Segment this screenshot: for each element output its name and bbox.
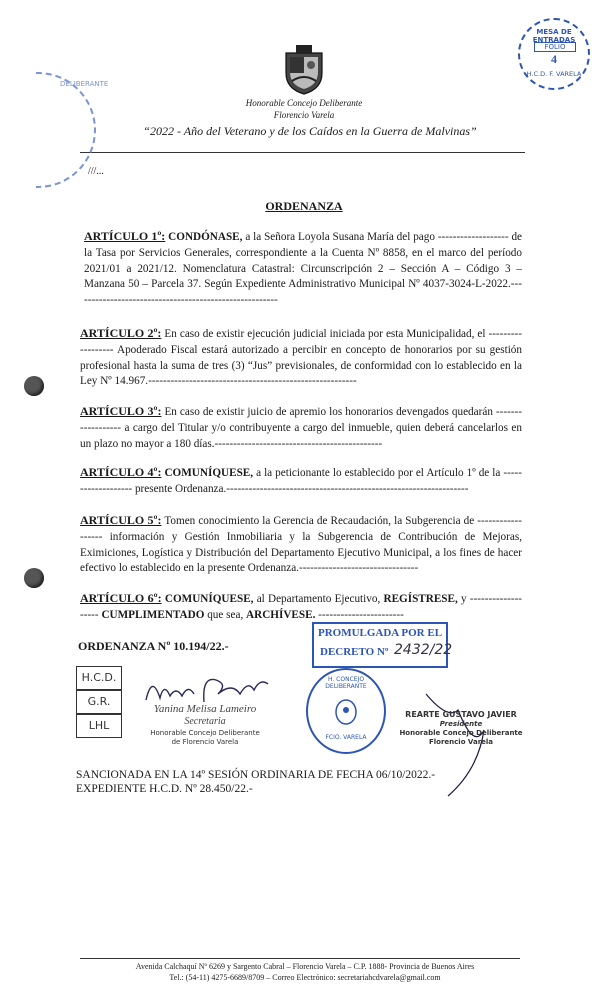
punch-hole-bottom xyxy=(24,568,44,588)
stamp-title: MESA DE ENTRADAS xyxy=(532,28,576,44)
seal-outer-text: H. CONCEJO DELIBERANTE xyxy=(325,676,367,690)
article-1-text: a la Señora Loyola Susana María del pago ------------------- de la Tasa por Servicios Generales, correspondiente a la Cuenta Nº 8858, en el marco del período 2021/01 a 2021/12. Nomenclatura Catastral: Circunscripción 2 – Sección A – Código 3 – Manzana 50 – Parcela 37. Según Expediente Administrativo Municipal Nº 4037-3024-L-2022.------------------------------------------------------- xyxy=(84,231,523,307)
article-6-arch: ARCHÍVESE. xyxy=(246,608,316,621)
seal-emblem xyxy=(334,698,358,726)
article-2-text: En caso de existir ejecución judicial iniciada por esta Municipalidad, el ------------------ Apoderado Fiscal estará autorizado a percibir en concepto de honorarios por su gestión profesional hasta la suma de tres (3) “Jus” previsionales, de conformidad con lo establecido en la Ley Nº 14.967.-------------------------------------------------------- xyxy=(80,328,522,388)
ordinance-number: ORDENANZA Nº 10.194/22.- xyxy=(78,639,229,653)
article-1-lead: CONDÓNASE, xyxy=(168,231,243,243)
article-6-tail: ----------------------- xyxy=(318,608,404,621)
document-title: ORDENANZA xyxy=(265,199,343,213)
promulgation-decree: 2432/22 xyxy=(394,642,453,658)
left-stamp-text: DELIBERANTE xyxy=(60,80,109,88)
expediente-line: EXPEDIENTE H.C.D. Nº 28.450/22.- xyxy=(76,783,253,795)
article-4-text: a la peticionante lo establecido por el Artículo 1º de la ------------------- presente Ordenanza.----------------------------------------------------------------- xyxy=(80,467,523,495)
article-1-label: ARTÍCULO 1º: xyxy=(84,229,166,243)
article-4-lead: COMUNÍQUESE, xyxy=(164,467,254,479)
hcd-box: H.C.D. xyxy=(76,666,122,690)
secretary-org1: Honorable Concejo Deliberante xyxy=(150,729,260,737)
seal-bottom-text: FCIO. VARELA xyxy=(325,734,367,741)
left-partial-stamp xyxy=(36,72,109,188)
article-4-label: ARTÍCULO 4º: xyxy=(80,465,162,479)
punch-hole-top xyxy=(24,376,44,396)
folio-value: 4 xyxy=(551,52,557,66)
article-6-reg: REGÍSTRESE, xyxy=(383,593,458,605)
coat-of-arms-logo xyxy=(284,43,324,95)
sanction-line: SANCIONADA EN LA 14º SESIÓN ORDINARIA DE FECHA 06/10/2022.- xyxy=(76,769,436,781)
article-6-y: y xyxy=(461,593,467,605)
folio-label: FOLIO xyxy=(534,42,576,52)
article-6-que: que sea, xyxy=(207,608,244,621)
article-6-label: ARTÍCULO 6º: xyxy=(80,591,162,605)
footer-address: Avenida Calchaquí Nº 6269 y Sargento Cabral – Florencio Varela – C.P. 1888- Provincia de Buenos Aires xyxy=(135,962,475,971)
secretary-org2: de Florencio Varela xyxy=(171,738,239,746)
article-2-label: ARTÍCULO 2º: xyxy=(80,326,162,340)
article-5 xyxy=(80,513,522,577)
lhl-box: LHL xyxy=(76,714,122,738)
city-name: Florencio Varela xyxy=(273,110,335,120)
promulgation-line1: PROMULGADA POR EL xyxy=(317,627,443,639)
round-seal xyxy=(306,668,386,754)
promulgation-line2: DECRETO Nº xyxy=(320,646,389,658)
promulgation-stamp xyxy=(312,622,453,668)
article-6-cumpl: CUMPLIMENTADO xyxy=(101,608,205,621)
council-name: Honorable Concejo Deliberante xyxy=(245,98,363,108)
article-5-text: Tomen conocimiento la Gerencia de Recaudación, la Subgerencia de ------------------ información y Gestión Inmobiliaria y la Subgerencia de Contribución de Mejoras, Eximiciones, Logística y Distribución del Departamento Ejecutivo Municipal, a los fines de hacer efectivo lo establecido en la presente Ordenanza.-------------------------------- xyxy=(80,515,522,575)
year-motto: “2022 - Año del Veterano y de los Caídos en la Guerra de Malvinas” xyxy=(143,124,477,138)
article-5-label: ARTÍCULO 5º: xyxy=(80,513,162,527)
article-6-dashes: ------------------- xyxy=(80,593,523,621)
secretary-signature xyxy=(142,672,272,706)
article-3-label: ARTÍCULO 3º: xyxy=(80,404,162,418)
gr-box: G.R. xyxy=(76,690,122,714)
secretary-name: Yanina Melisa Lameiro xyxy=(153,703,257,715)
president-org2: Florencio Varela xyxy=(428,738,494,746)
article-4 xyxy=(80,465,522,498)
president-org1: Honorable Concejo Deliberante xyxy=(399,729,523,737)
article-2 xyxy=(80,326,522,390)
mesa-entradas-stamp xyxy=(518,18,590,90)
article-6-lead: COMUNÍQUESE, xyxy=(164,593,254,605)
header-rule xyxy=(80,152,525,153)
footer-contact: Tel.: (54-11) 4275-6689/8709 – Correo Electrónico: secretariahcdvarela@gmail.com xyxy=(169,973,441,982)
stamp-bottom: H.C.D. F. VARELA xyxy=(526,70,582,78)
footer-rule xyxy=(80,958,520,959)
president-name: REARTE GUSTAVO JAVIER xyxy=(405,710,517,719)
article-6 xyxy=(80,591,522,624)
secretary-role: Secretaria xyxy=(184,716,226,727)
article-3 xyxy=(80,404,522,452)
folio-mark: ///... xyxy=(88,166,104,177)
article-6-mid: al Departamento Ejecutivo, xyxy=(256,593,381,605)
president-role: Presidente xyxy=(439,720,483,728)
article-1 xyxy=(84,229,522,309)
article-3-text: En caso de existir juicio de apremio los honorarios devengados quedarán ------------------ a cargo del Titular y/o contribuyente a cargo del inmueble, quien deberá cancelarlos en un plazo no mayor a 180 días.--------------------------------------------- xyxy=(80,406,523,450)
